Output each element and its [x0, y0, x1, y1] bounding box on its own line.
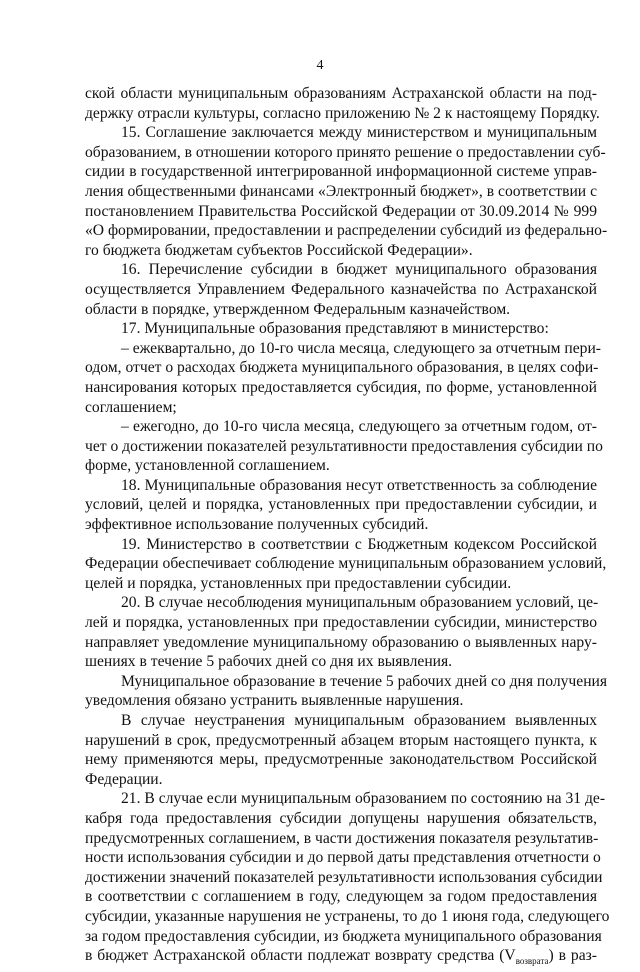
text-line: ской области муниципальным образованиям Астраханской области на под-: [85, 85, 597, 102]
text-line: В случае неустранения муниципальным образованием выявленных: [121, 712, 597, 729]
text-line: достижении значений показателей результативности использования субсидии: [85, 868, 603, 886]
text-line: 15. Соглашение заключается между министерством и муниципальным: [121, 124, 597, 142]
text-line: условий, целей и порядка, установленных при предоставлении субсидии, и: [85, 496, 597, 514]
text-line: сидии в государственной интегрированной информационной системе управ-: [85, 163, 597, 181]
text-line: Муниципальное образование в течение 5 рабочих дней со дня получения: [121, 672, 608, 690]
text-line: 21. В случае если муниципальным образованием по состоянию на 31 де-: [121, 790, 606, 808]
page-number: 4: [316, 58, 324, 73]
text-line: соглашением;: [85, 398, 177, 416]
text-line: ности использования субсидии и до первой даты представления отчетности о: [85, 849, 601, 867]
text-line: «О формировании, предоставлении и распределении субсидий из федерально-: [85, 222, 608, 240]
text-line: области в порядке, утвержденном Федеральным казначейством.: [85, 300, 511, 318]
text-line: 16. Перечисление субсидии в бюджет муниципального образования: [121, 261, 597, 279]
text-line: го бюджета бюджетам субъектов Российской Федерации».: [85, 241, 473, 259]
text-line: субсидии, указанные нарушения не устранены, то до 1 июня года, следующего: [85, 907, 610, 925]
text-line: осуществляется Управлением Федерального казначейства по Астраханской: [85, 280, 597, 298]
text-line: нансирования которых предоставляется субсидия, по форме, установленной: [85, 378, 597, 396]
text-line: – ежегодно, до 10-го числа месяца, следующего за отчетным годом, от-: [121, 418, 597, 436]
text-line: лей и порядка, установленных при предоставлении субсидии, министерство: [85, 614, 597, 632]
text-line: Федерации.: [85, 770, 163, 788]
text-line: направляет уведомление муниципальному образованию о выявленных нару-: [85, 633, 597, 651]
text-line: в соответствии с соглашением в году, следующем за годом предоставления: [85, 888, 597, 906]
text-line: постановлением Правительства Российской Федерации от 30.09.2014 № 999: [85, 202, 597, 220]
text-line: чет о достижении показателей результативности предоставления субсидии по: [85, 437, 603, 455]
text-line: эффективное использование полученных субсидий.: [85, 516, 429, 534]
text-line: 18. Муниципальные образования несут ответственность за соблюдение: [121, 476, 597, 494]
text-line: 17. Муниципальные образования представляют в министерство:: [121, 320, 549, 338]
text-line: – ежеквартально, до 10-го числа месяца, следующего за отчетным пери-: [121, 339, 601, 357]
text-line: целей и порядка, установленных при предоставлении субсидии.: [85, 574, 512, 592]
text-line: кабря года предоставления субсидии допущены нарушения обязательств,: [85, 809, 597, 827]
text-line: одом, отчет о расходах бюджета муниципального образования, в целях софи-: [85, 359, 599, 377]
text-segment: в бюджет Астраханской области подлежат возврату средства (V: [85, 947, 516, 965]
text-line: 20. В случае несоблюдения муниципальным образованием условий, це-: [121, 594, 599, 612]
text-line: Федерации обеспечивает соблюдение муниципальным образованием условий,: [85, 555, 607, 573]
text-line: держку отрасли культуры, согласно приложению № 2 к настоящему Порядку.: [85, 104, 600, 122]
text-line: нему применяются меры, предусмотренные законодательством Российской: [85, 751, 597, 769]
text-line-final: [85, 946, 597, 966]
text-line: уведомления обязано устранить выявленные нарушения.: [85, 692, 464, 710]
text-segment: ) в раз-: [548, 947, 597, 965]
text-line: ления общественными финансами «Электронный бюджет», в соответствии с: [85, 182, 597, 200]
document-body: [85, 84, 610, 967]
text-line: нарушений в срок, предусмотренный абзацем вторым настоящего пункта, к: [85, 731, 597, 749]
text-line: 19. Министерство в соответствии с Бюджетным кодексом Российской: [121, 535, 597, 553]
text-line: за годом предоставления субсидии, из бюджета муниципального образования: [85, 927, 602, 945]
text-line: шениях в течение 5 рабочих дней со дня их выявления.: [85, 653, 453, 671]
text-line: форме, установленной соглашением.: [85, 457, 330, 475]
text-line: предусмотренных соглашением, в части достижения показателя результатив-: [85, 829, 599, 847]
text-line: образованием, в отношении которого принято решение о предоставлении суб-: [85, 143, 606, 161]
subscript-label: возврата: [515, 956, 549, 967]
